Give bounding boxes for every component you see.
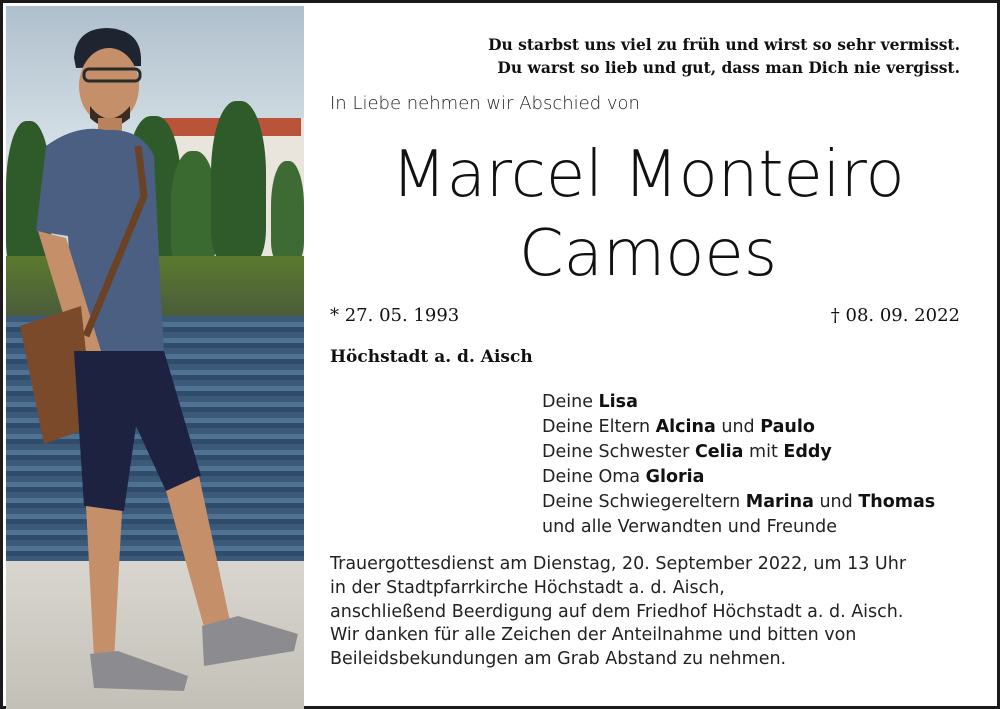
mourner-line: Deine Eltern Alcina und Paulo (542, 417, 815, 437)
mourner-line: Deine Lisa (542, 392, 638, 412)
mourner-line: und alle Verwandten und Freunde (542, 517, 838, 537)
death-date: † 08. 09. 2022 (830, 305, 960, 326)
motto-line-2: Du warst so lieb und gut, dass man Dich nie vergisst. (497, 58, 960, 77)
residence-place: Höchstadt a. d. Aisch (330, 347, 533, 367)
service-line: Beileidsbekundungen am Grab Abstand zu nehmen. (330, 649, 787, 670)
service-information (330, 553, 906, 672)
birth-date: * 27. 05. 1993 (330, 305, 460, 326)
motto-line-1: Du starbst uns viel zu früh und wirst so sehr vermisst. (488, 35, 960, 54)
deceased-name-line-1: Marcel Monteiro (391, 138, 905, 212)
photo-person (6, 6, 304, 709)
mourner-line: Deine Schwiegereltern Marina und Thomas (542, 492, 936, 512)
intro-text: In Liebe nehmen wir Abschied von (330, 93, 640, 114)
mourner-line: Deine Oma Gloria (542, 467, 705, 487)
service-line: anschließend Beerdigung auf dem Friedhof Höchstadt a. d. Aisch. (330, 601, 904, 622)
service-line: Wir danken für alle Zeichen der Anteilnahme und bitten von (330, 625, 857, 646)
service-line: Trauergottesdienst am Dienstag, 20. September 2022, um 13 Uhr (330, 554, 907, 574)
mourners-list (542, 390, 935, 540)
mourner-line: Deine Schwester Celia mit Eddy (542, 442, 832, 462)
service-line: in der Stadtpfarrkirche Höchstadt a. d. Aisch, (330, 577, 725, 598)
portrait-photo (6, 6, 304, 709)
deceased-name-line-2: Camoes (518, 217, 778, 291)
motto (488, 33, 960, 79)
